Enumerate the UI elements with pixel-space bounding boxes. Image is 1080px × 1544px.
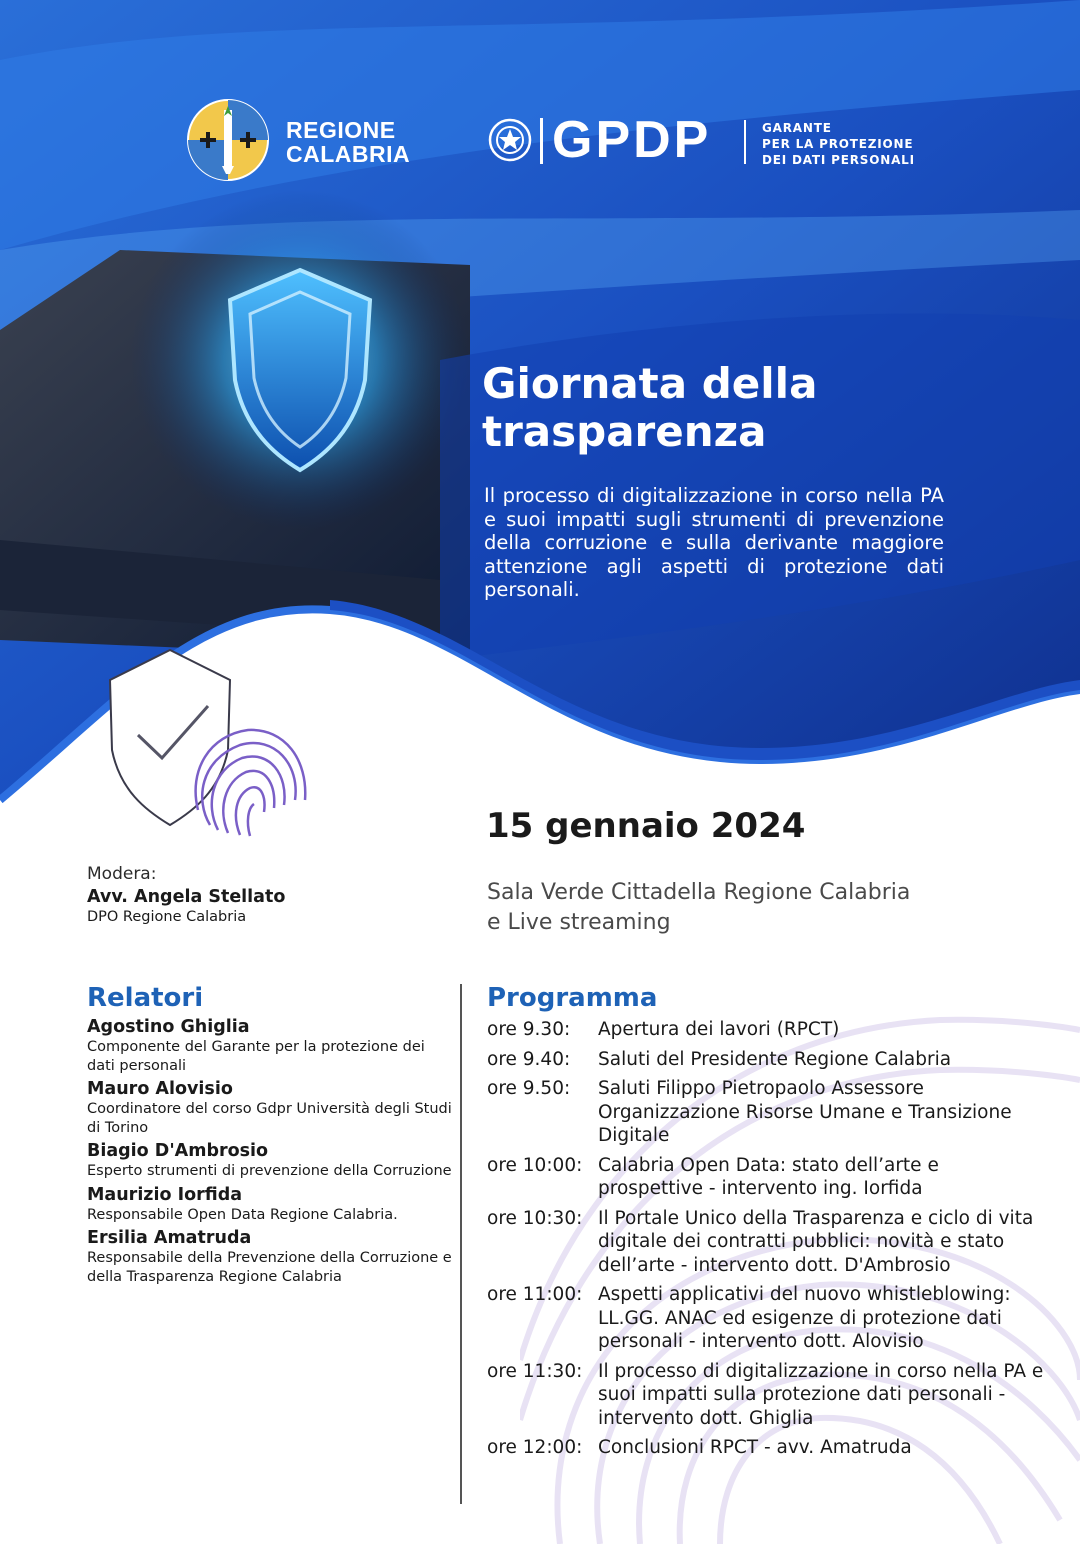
venue-line1: Sala Verde Cittadella Regione Calabria (487, 880, 911, 905)
moderator-block (87, 862, 447, 926)
speaker-item (87, 1184, 457, 1225)
program-row (487, 1207, 1047, 1278)
column-divider (460, 984, 462, 1504)
speaker-name: Ersilia Amatruda (87, 1228, 252, 1248)
program-time: ore 11:00: (487, 1284, 583, 1305)
gpdp-divider (540, 118, 543, 164)
gpdp-line2: PER LA PROTEZIONE (762, 137, 914, 151)
program-desc: Saluti Filippo Pietropaolo Assessore Organizzazione Risorse Umane e Transizione Digitale (598, 1078, 1012, 1146)
speaker-name: Agostino Ghiglia (87, 1017, 250, 1037)
gpdp-line1: GARANTE (762, 121, 832, 135)
speaker-item (87, 1078, 457, 1137)
speaker-item (87, 1140, 457, 1181)
event-title-line1: Giornata della (482, 359, 818, 408)
speaker-item (87, 1016, 457, 1075)
event-venue (487, 878, 910, 938)
program-row (487, 1077, 1047, 1148)
moderator-label: Modera: (87, 864, 157, 884)
moderator-name: Avv. Angela Stellato (87, 887, 286, 907)
speaker-role: Esperto strumenti di prevenzione della Corruzione (87, 1163, 452, 1179)
program-row (487, 1360, 1047, 1431)
program-row (487, 1018, 1047, 1042)
gpdp-line3: DEI DATI PERSONALI (762, 153, 915, 167)
venue-line2: e Live streaming (487, 910, 671, 935)
event-subtitle: Il processo di digitalizzazione in corso nella PA e suoi impatti sugli strumenti di prevenzione della corruzione e sulla derivante maggiore attenzione agli aspetti di protezione dati personali. (484, 484, 944, 601)
gpdp-full-name (762, 120, 915, 168)
program-title: Programma (487, 983, 658, 1013)
speaker-item (87, 1227, 457, 1286)
program-desc: Saluti del Presidente Regione Calabria (598, 1048, 952, 1070)
regione-line2: CALABRIA (286, 141, 411, 167)
italian-republic-seal-icon (488, 118, 532, 162)
speaker-name: Mauro Alovisio (87, 1079, 233, 1099)
program-time: ore 12:00: (487, 1437, 583, 1458)
gpdp-divider-2 (744, 120, 746, 164)
program-time: ore 9.40: (487, 1048, 571, 1070)
speaker-name: Biagio D'Ambrosio (87, 1141, 269, 1161)
event-title (482, 360, 1042, 456)
program-row (487, 1436, 1047, 1460)
shield-fingerprint-icon (100, 640, 310, 850)
speaker-role: Componente del Garante per la protezione dei dati personali (87, 1039, 425, 1074)
program-desc: Apertura dei lavori (RPCT) (598, 1019, 840, 1040)
program-time: ore 9.30: (487, 1019, 571, 1040)
speaker-role: Responsabile Open Data Regione Calabria. (87, 1206, 398, 1223)
program-time: ore 10:00: (487, 1154, 583, 1176)
program-time: ore 9.50: (487, 1078, 571, 1099)
program-section (487, 982, 1047, 1466)
speaker-name: Maurizio Iorfida (87, 1184, 243, 1205)
program-time: ore 11:30: (487, 1360, 583, 1382)
regione-line1: REGIONE (286, 117, 396, 143)
program-desc: Il processo di digitalizzazione in corso nella PA e suoi impatti sulla protezione dati personali - intervento dott. Ghiglia (598, 1360, 1044, 1429)
regione-calabria-logo (186, 96, 446, 186)
program-desc: Il Portale Unico della Trasparenza e ciclo di vita digitale dei contratti pubblici: novità e stato dell’arte - intervento dott. D'Ambrosio (598, 1207, 1034, 1276)
program-row (487, 1048, 1047, 1072)
program-row (487, 1283, 1047, 1354)
program-time: ore 10:30: (487, 1207, 583, 1229)
program-row (487, 1154, 1047, 1201)
regione-calabria-name (286, 118, 410, 166)
program-desc: Calabria Open Data: stato dell’arte e prospettive - intervento ing. Iorfida (598, 1154, 939, 1199)
speaker-role: Responsabile della Prevenzione della Corruzione e della Trasparenza Regione Calabria (87, 1250, 452, 1285)
gpdp-acronym: GPDP (552, 111, 712, 169)
speakers-title: Relatori (87, 983, 204, 1013)
event-date: 15 gennaio 2024 (486, 806, 806, 846)
program-desc: Aspetti applicativi del nuovo whistleblowing: LL.GG. ANAC ed esigenze di protezione dati personali - intervento dott. Alovisio (598, 1284, 1011, 1352)
speakers-section (87, 982, 457, 1289)
program-desc: Conclusioni RPCT - avv. Amatruda (598, 1437, 912, 1458)
event-title-line2: trasparenza (482, 407, 767, 456)
speaker-role: Coordinatore del corso Gdpr Università degli Studi di Torino (87, 1101, 452, 1136)
regione-calabria-emblem-icon (186, 96, 270, 184)
gpdp-logo (488, 112, 928, 172)
moderator-role: DPO Regione Calabria (87, 909, 247, 925)
